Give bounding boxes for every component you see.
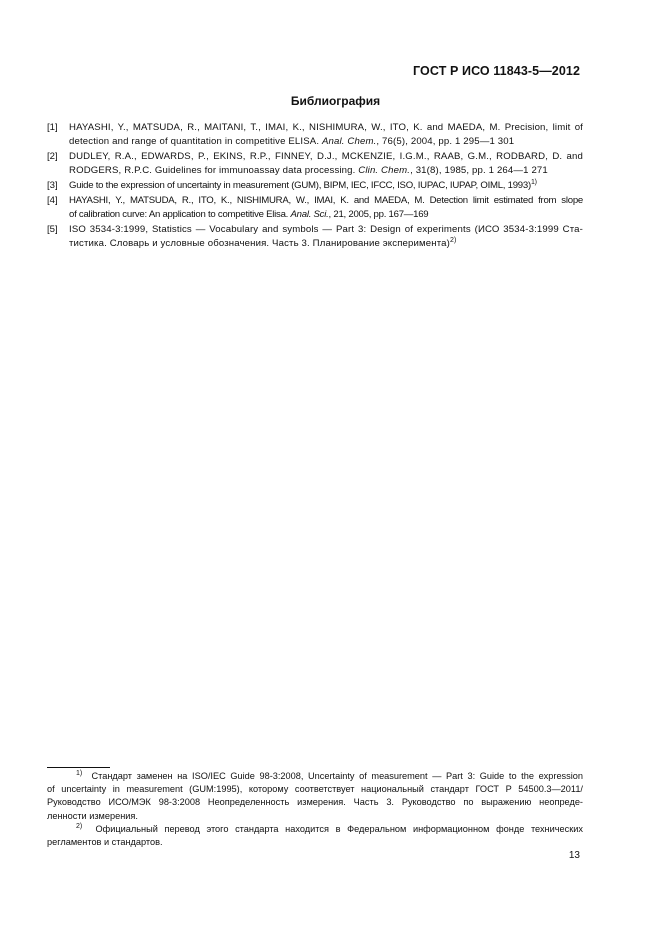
journal-name: Anal. Chem.	[321, 136, 377, 147]
reference-item	[47, 121, 583, 149]
reference-item	[47, 194, 583, 222]
journal-name: Anal. Sci.	[290, 209, 329, 220]
reference-item	[47, 179, 583, 193]
document-code: ГОСТ Р ИСО 11843-5—2012	[413, 64, 580, 78]
footnotes	[47, 770, 583, 849]
reference-text: HAYASHI, Y., MATSUDA, R., ITO, K., NISHIMURA, W., IMAI, K. and MAEDA, M. Detection limit estimated from slope of calibration curve: An application to competitive Elisa. Anal. Sci., 21, 2005, pp. 167—169	[69, 195, 583, 220]
reference-text: HAYASHI, Y., MATSUDA, R., MAITANI, T., IMAI, K., NISHIMURA, W., ITO, K. and MAEDA, M. Precision, limit of detection and range of quantitation in competitive ELISA. Anal. Chem., 76(5), 2004, pp. 1 295—1 301	[69, 122, 583, 147]
journal-name: Clin. Chem.	[358, 165, 411, 176]
reference-number: [5]	[47, 224, 58, 235]
reference-text: DUDLEY, R.A., EDWARDS, P., EKINS, R.P., FINNEY, D.J., MCKENZIE, I.G.M., RAAB, G.M., RODBARD, D. and RODGERS, R.P.C. Guidelines for immunoassay data processing. Clin. Chem., 31(8), 1985, pp. 1 264—1 271	[69, 151, 583, 176]
page-number: 13	[568, 850, 580, 861]
reference-text: ISO 3534-3:1999, Statistics — Vocabulary and symbols — Part 3: Design of experiments (ИСО 3534-3:1999 Ста- тистика. Словарь и условные обозначения. Часть 3. Планирование эксперимента)$^{2)}$	[69, 224, 583, 249]
section-title: Библиография	[290, 94, 381, 108]
bibliography-list	[47, 121, 583, 252]
reference-number: [3]	[47, 180, 58, 191]
footnote-marker: 1)	[76, 770, 83, 777]
reference-item	[47, 150, 583, 178]
reference-number: [1]	[47, 122, 58, 133]
reference-text: Guide to the expression of uncertainty in measurement (GUM), BIPM, IEC, IFCC, ISO, IUPAC, IUPAP, OIML, 1993)$^{1)}$	[69, 179, 537, 191]
footnote-marker: 2)	[76, 822, 83, 830]
reference-number: [2]	[47, 151, 58, 162]
footnote-divider	[47, 767, 110, 768]
footnote-ref[interactable]: 2)	[449, 237, 457, 244]
reference-item	[47, 223, 583, 251]
footnote-ref[interactable]: 1)	[530, 179, 537, 186]
footnote-item: $^{2)}$ Официальный перевод этого стандарта находится в Федеральном информационном фонде технических регламентов и стандартов.	[47, 822, 583, 848]
footnote-item: $^{1)}$ Стандарт заменен на ISO/IEC Guide 98-3:2008, Uncertainty of measurement — Part 3: Guide to the expression of uncertainty in measurement (GUM:1995), которому соответствует национальный стандарт ГОСТ Р 54500.3—2011/ Руководство ИСО/МЭК 98-3:2008 Неопределенность измерения. Часть 3. Руководство по выражению неопреде- ленности измерения.	[47, 770, 584, 821]
reference-number: [4]	[47, 195, 58, 206]
